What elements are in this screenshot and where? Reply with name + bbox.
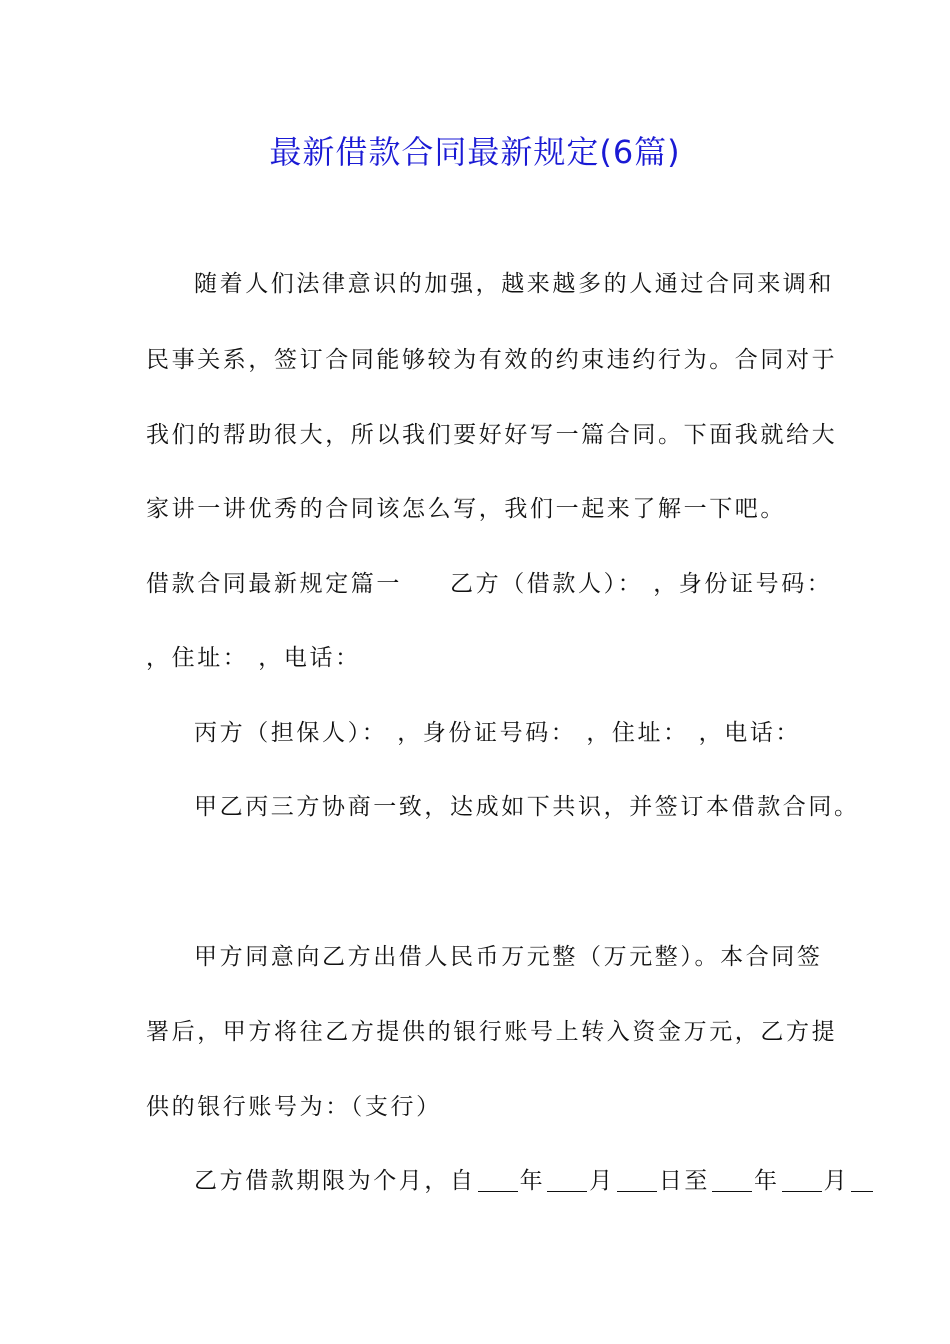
term-line <box>194 1161 875 1201</box>
blank-field <box>782 1167 822 1192</box>
intro-line-3: 我们的帮助很大，所以我们要好好写一篇合同。下面我就给大 <box>146 422 838 448</box>
term-month-2: 月 <box>823 1168 850 1194</box>
loan-clause-line-1: 甲方同意向乙方出借人民币万元整（万元整）。本合同签 <box>194 944 823 970</box>
intro-line-4: 家讲一讲优秀的合同该怎么写，我们一起来了解一下吧。 <box>146 496 786 522</box>
intro-line-2: 民事关系，签订合同能够较为有效的约束违约行为。合同对于 <box>146 347 838 373</box>
intro-line-1: 随着人们法律意识的加强，越来越多的人通过合同来调和 <box>194 271 834 297</box>
term-year-1: 年 <box>519 1168 546 1194</box>
term-day-1: 日至 <box>658 1168 711 1194</box>
term-year-2: 年 <box>754 1168 780 1194</box>
loan-clause-line-3: 供的银行账号为：（支行） <box>146 1094 442 1120</box>
blank-field <box>851 1167 873 1192</box>
section-heading: 借款合同最新规定篇一 <box>146 571 402 597</box>
loan-clause-line-2: 署后，甲方将往乙方提供的银行账号上转入资金万元，乙方提 <box>146 1019 838 1045</box>
party-b-line-2: ，住址： ，电话： <box>146 645 361 671</box>
term-prefix: 乙方借款期限为个月，自 <box>194 1168 476 1194</box>
party-c-line: 丙方（担保人）： ，身份证号码： ，住址： ，电话： <box>194 720 802 746</box>
blank-field <box>617 1167 657 1192</box>
blank-field <box>478 1167 518 1192</box>
agreement-line: 甲乙丙三方协商一致，达成如下共识，并签订本借款合同。 <box>194 794 860 820</box>
document-title: 最新借款合同最新规定(6篇) <box>269 133 681 171</box>
blank-field <box>712 1167 752 1192</box>
party-b-line-1: 乙方（借款人）： ，身份证号码： <box>450 571 833 597</box>
term-month-1: 月 <box>589 1168 615 1194</box>
blank-field <box>547 1167 587 1192</box>
section-heading-line <box>146 564 832 604</box>
